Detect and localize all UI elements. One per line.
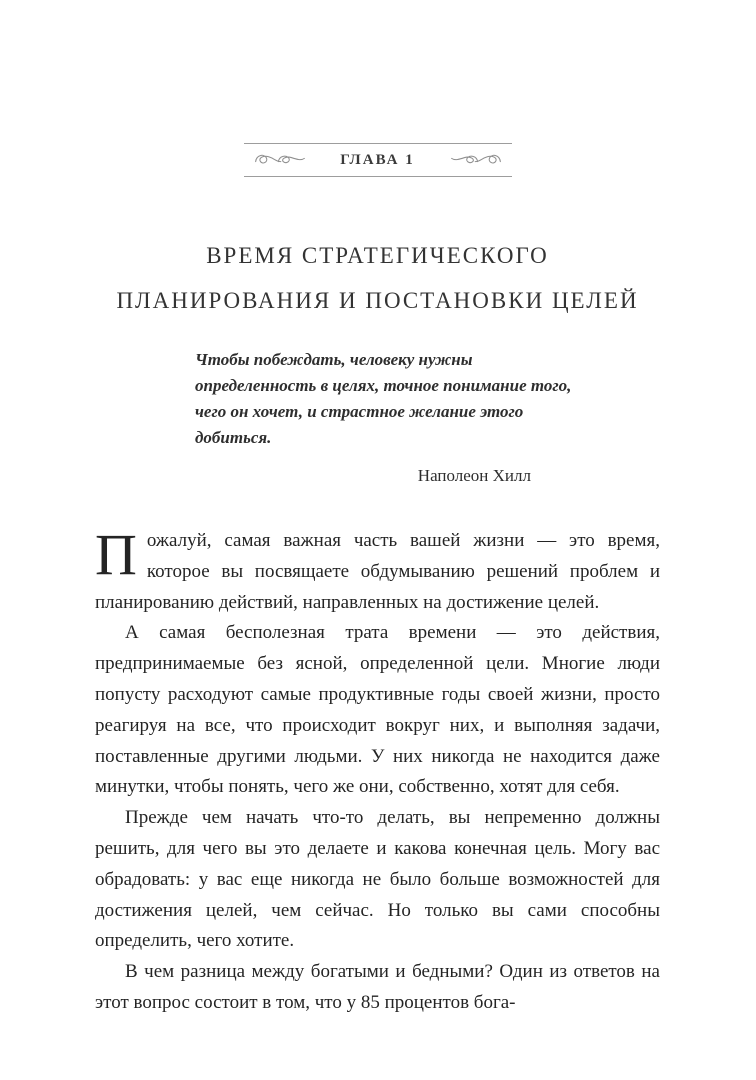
chapter-label: ГЛАВА 1 xyxy=(340,151,415,168)
paragraph-3: Прежде чем начать что-то делать, вы непременно должны решить, для чего вы это делаете и какова конечная цель. Могу вас обрадовать: у вас еще никогда не было больше возможностей для достижения целей, чем сейчас. Но только вы сами способны определить, чего хотите. xyxy=(95,807,660,952)
epigraph xyxy=(195,347,577,486)
paragraph-4: В чем разница между богатыми и бедными? Один из ответов на этот вопрос состоит в том, что у 85 процентов бога- xyxy=(95,961,660,1013)
body-text xyxy=(95,522,660,1019)
chapter-title xyxy=(95,233,660,323)
chapter-title-line2: ПЛАНИРОВАНИЯ И ПОСТАНОВКИ ЦЕЛЕЙ xyxy=(116,288,639,313)
chapter-banner xyxy=(244,143,512,177)
paragraph-1-text: ожалуй, самая важная часть вашей жизни — это время, которое вы посвящаете обдумыванию решений проблем и планированию действий, направленных на достижение целей. xyxy=(95,530,660,613)
paragraph-2: А самая бесполезная трата времени — это действия, предпринимаемые без ясной, определенной цели. Многие люди попусту расходуют самые продуктивные годы своей жизни, просто реагируя на все, что происходит вокруг них, и выполняя задачи, поставленные другими людьми. У них никогда не находится даже минутки, чтобы понять, чего же они, собственно, хотят для себя. xyxy=(95,622,660,798)
chapter-title-line1: ВРЕМЯ СТРАТЕГИЧЕСКОГО xyxy=(206,243,549,268)
flourish-left-icon xyxy=(254,151,306,169)
epigraph-author: Наполеон Хилл xyxy=(417,466,531,485)
epigraph-text: Чтобы побеждать, человеку нужны определенность в целях, точное понимание того, чего он хочет, и страстное желание этого добиться. xyxy=(195,350,572,447)
dropcap-letter: П xyxy=(95,522,137,587)
paragraph-1 xyxy=(95,522,660,618)
flourish-right-icon xyxy=(450,151,502,169)
